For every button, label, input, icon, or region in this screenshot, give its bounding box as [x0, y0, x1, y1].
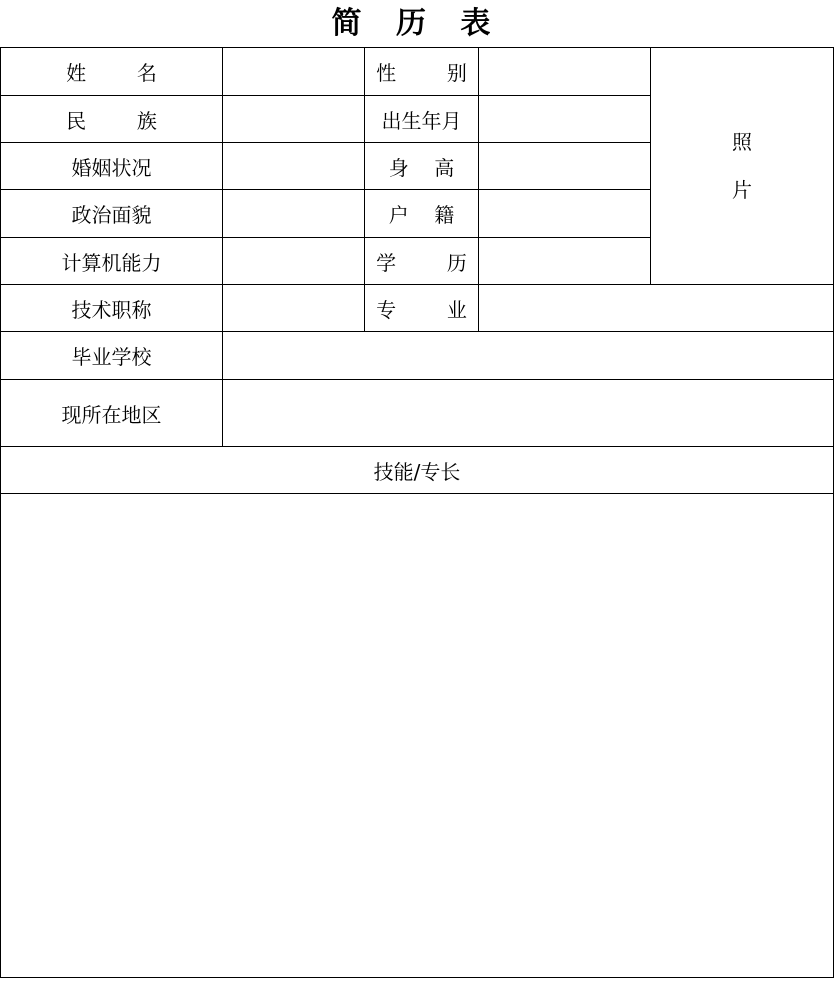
row-skills-body [1, 494, 834, 978]
school-field[interactable] [223, 332, 834, 380]
row-title [1, 285, 834, 332]
row-region [1, 380, 834, 447]
education-label: 学 历 [365, 238, 479, 285]
major-field[interactable] [479, 285, 834, 332]
birth-field[interactable] [479, 96, 651, 143]
ethnicity-label: 民 族 [1, 96, 223, 143]
name-field[interactable] [223, 48, 365, 96]
height-label: 身 高 [365, 143, 479, 190]
political-label: 政治面貌 [1, 190, 223, 238]
form-title: 简 历 表 [331, 6, 503, 41]
photo-label-1: 照 [732, 130, 752, 154]
household-label: 户 籍 [365, 190, 479, 238]
region-label: 现所在地区 [1, 380, 223, 447]
school-label: 毕业学校 [1, 332, 223, 380]
photo-label-2: 片 [732, 178, 752, 202]
household-field[interactable] [479, 190, 651, 238]
row-skills-header [1, 447, 834, 494]
resume-table [0, 47, 834, 978]
height-field[interactable] [479, 143, 651, 190]
gender-field[interactable] [479, 48, 651, 96]
name-label: 姓 名 [1, 48, 223, 96]
education-field[interactable] [479, 238, 651, 285]
region-field[interactable] [223, 380, 834, 447]
row-school [1, 332, 834, 380]
title-label: 技术职称 [1, 285, 223, 332]
major-label: 专 业 [365, 285, 479, 332]
computer-label: 计算机能力 [1, 238, 223, 285]
political-field[interactable] [223, 190, 365, 238]
birth-label: 出生年月 [365, 96, 479, 143]
gender-label: 性 别 [365, 48, 479, 96]
ethnicity-field[interactable] [223, 96, 365, 143]
row-name [1, 48, 834, 96]
skills-field[interactable] [1, 494, 834, 978]
marital-field[interactable] [223, 143, 365, 190]
title-field[interactable] [223, 285, 365, 332]
computer-field[interactable] [223, 238, 365, 285]
marital-label: 婚姻状况 [1, 143, 223, 190]
photo-box[interactable] [651, 48, 834, 285]
skills-label: 技能/专长 [1, 447, 834, 494]
